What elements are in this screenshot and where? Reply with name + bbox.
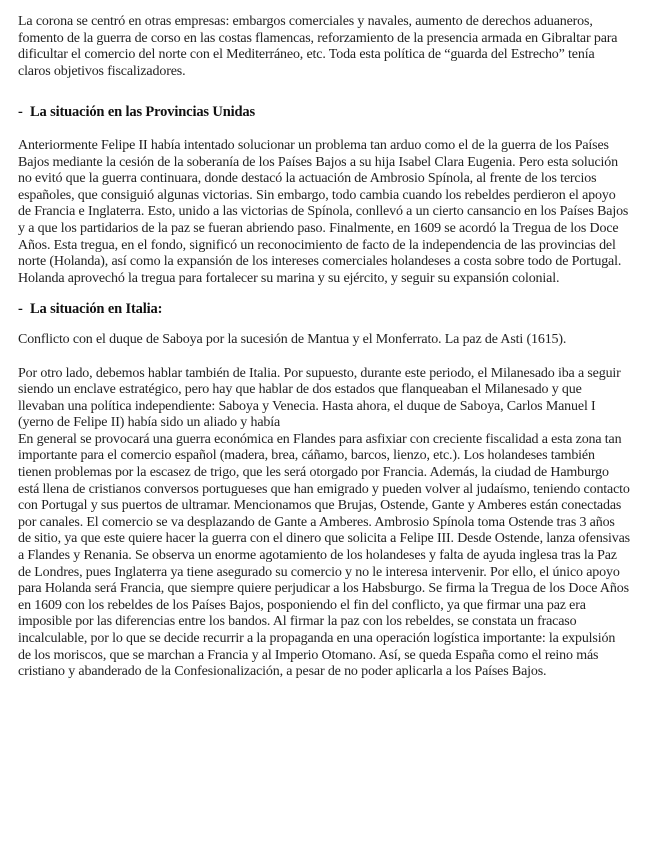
paragraph-flandes: En general se provocará una guerra económica en Flandes para asfixiar con creciente fiscalidad a esta zona tan importante para el comercio español (madera, brea, cáñamo, barcos, lienzo, etc.). Los holandeses también tienen problemas por la escasez de trigo, que les será otorgado por Francia. Además, la ciudad de Hamburgo está llena de cristianos conversos portugueses que han emigrado y pueden volver al judaísmo, teniendo contacto con Portugal y sus puertos de ultramar. Mencionamos que Brujas, Ostende, Gante y Amberes están conectadas por canales. El comercio se va desplazando de Gante a Amberes. Ambrosio Spínola toma Ostende tras 3 años de sitio, ya que este quiere hacer la guerra con el dinero que solicita a Felipe III. Desde Ostende, lanza ofensivas a Flandes y Renania. Se observa un enorme agotamiento de los holandeses y falta de ayuda inglesa tras la Paz de Londres, pues Inglaterra ya tiene asegurado su comercio y no le interesa intervenir. Por ello, el único apoyo para Holanda será Francia, que siempre quiere perjudicar a los Habsburgo. Se firma la Tregua de los Doce Años en 1609 con los rebeldes de los Países Bajos, posponiendo el fin del conflicto, ya que firmar una paz era imposible por las diferencias entre los bandos. Al firmar la paz con los rebeldes, se constata un fracaso incalculable, por lo que se decide recurrir a la propaganda en una operación logística importante: la expulsión de los moriscos, que se marchan a Francia y al Imperio Otomano. Así, se queda España como el reino más cristiano y abanderado de la Confesionalización, a pesar de no poder aplicarla a los Países Bajos. [18, 431, 630, 680]
heading-italia [18, 301, 630, 318]
heading-dash: - [18, 104, 23, 121]
heading-text: La situación en las Provincias Unidas [30, 104, 256, 121]
paragraph-fiscal-policy: La corona se centró en otras empresas: embargos comerciales y navales, aumento de derechos aduaneros, fomento de la guerra de corso en las costas flamencas, reforzamiento de la presencia armada en Gibraltar para dificultar el comercio del norte con el Mediterráneo, etc. Toda esta política de “guarda del Estrecho” tenía claros objetivos fiscalizadores. [18, 14, 618, 79]
paragraph-provincias-unidas: Anteriormente Felipe II había intentado solucionar un problema tan arduo como el de la guerra de los Países Bajos mediante la cesión de la soberanía de los Países Bajos a su hija Isabel Clara Eugenia. Pero esta solución no evitó que la guerra continuara, donde destacó la actuación de Ambrosio Spínola, al frente de los tercios españoles, que consiguió algunas victorias. Sin embargo, todo cambia cuando los rebeldes perdieron el apoyo de Francia e Inglaterra. Esto, unido a las victorias de Spínola, conllevó a un cierto cansancio en los Países Bajos y a que los partidarios de la paz se fueran abriendo paso. Finalmente, en 1609 se acordó la Tregua de los Doce Años. Esta tregua, en el fondo, significó un reconocimiento de facto de la independencia de las provincias del norte (Holanda), así como la expansión de los intereses comerciales holandeses a costa sobre todo de Portugal. Holanda aprovechó la tregua para fortalecer su marina y su ejército, y seguir su expansión colonial. [18, 137, 629, 286]
paragraph-italia: Por otro lado, debemos hablar también de Italia. Por supuesto, durante este periodo, el Milanesado iba a seguir siendo un enclave estratégico, pero hay que hablar de dos estados que flanqueaban el Milanesado y que llevaban una política independiente: Saboya y Venecia. Hasta ahora, el duque de Saboya, Carlos Manuel I (yerno de Felipe II) había sido un aliado y había [18, 365, 621, 431]
heading-dash: - [18, 301, 23, 318]
paragraph-conflicto-saboya: Conflicto con el duque de Saboya por la sucesión de Mantua y el Monferrato. La paz de Asti (1615). [18, 331, 567, 347]
heading-provincias-unidas [18, 104, 630, 121]
document-page [18, 14, 630, 681]
heading-text: La situación en Italia: [30, 301, 163, 318]
